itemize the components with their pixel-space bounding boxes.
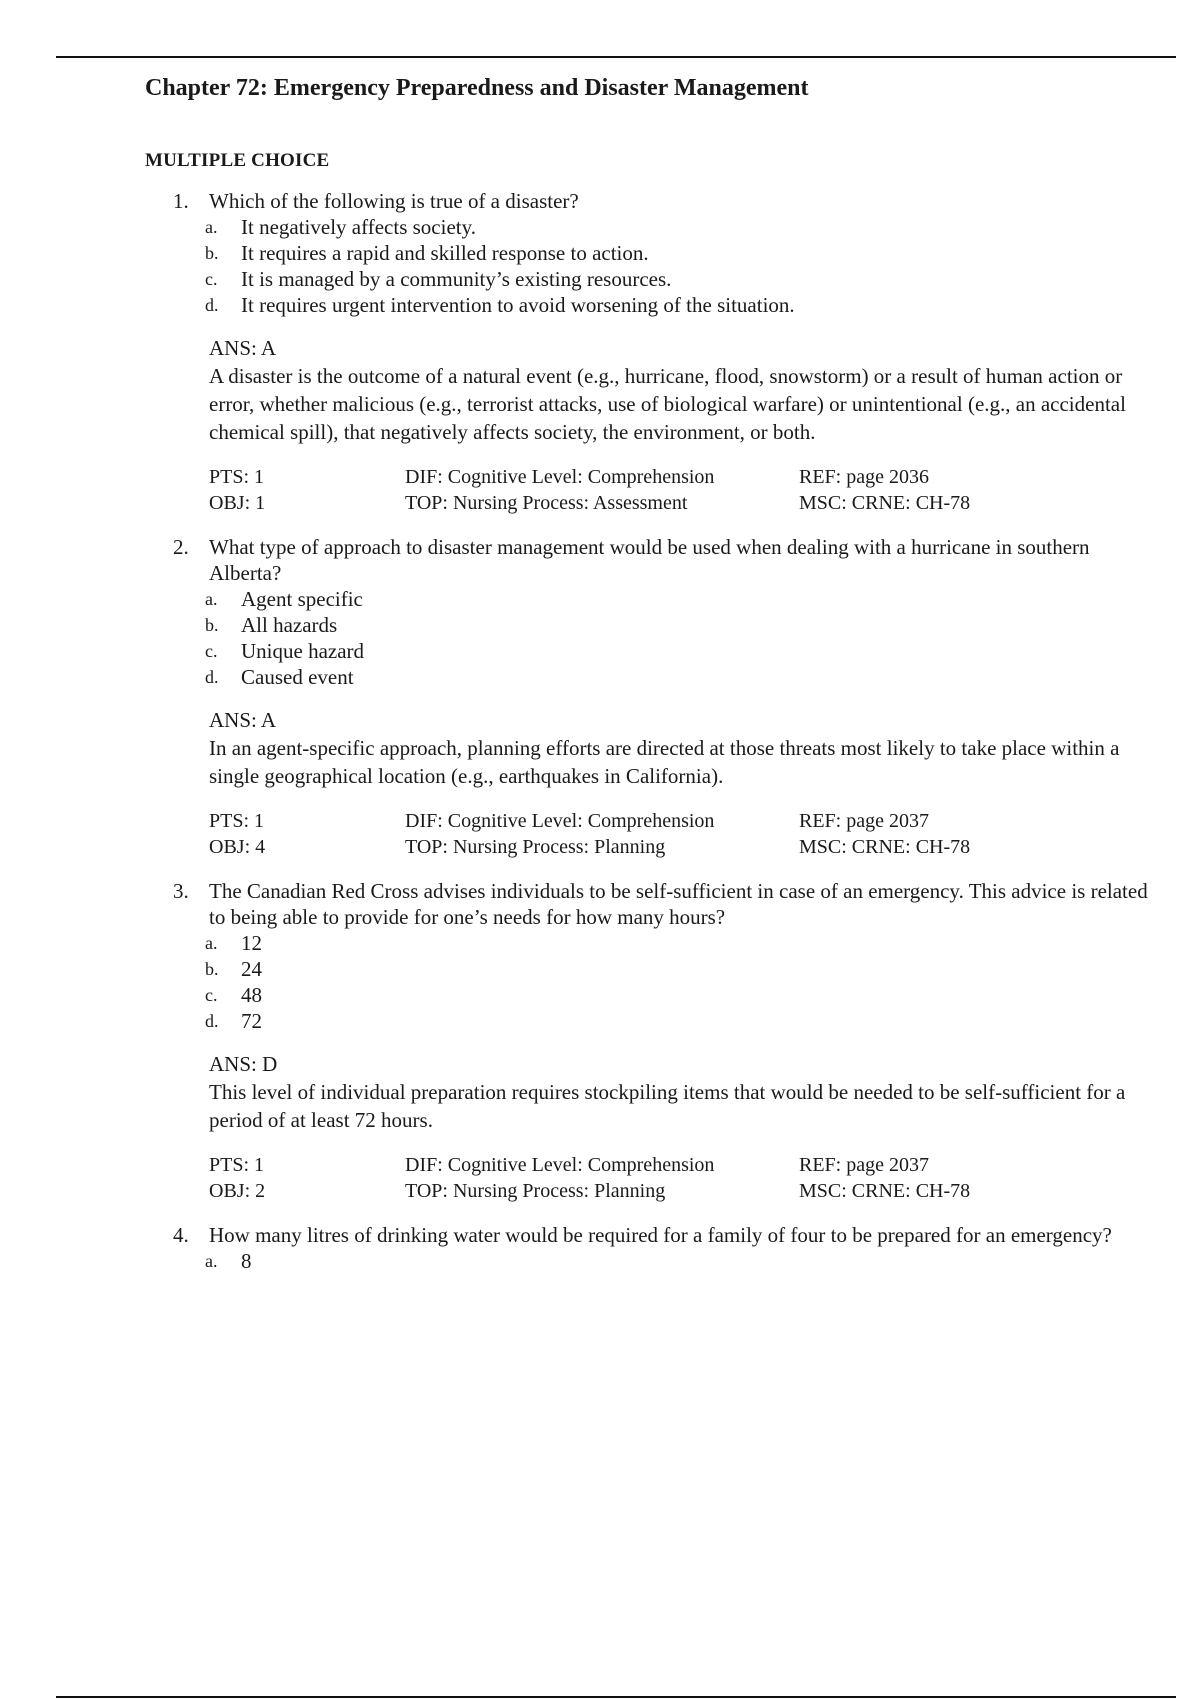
choice-text: Unique hazard	[241, 639, 365, 663]
answer-key: ANS: A	[209, 708, 277, 732]
choice-letter: b.	[205, 959, 219, 979]
pts: PTS: 1	[209, 466, 265, 488]
choice-text: 72	[241, 1009, 262, 1033]
choice-list	[145, 586, 1135, 690]
pts: PTS: 1	[209, 1154, 265, 1176]
choice-letter: a.	[205, 217, 218, 237]
answer-key: ANS: A	[209, 336, 277, 360]
rationale: This level of individual preparation requires stockpiling items that would be needed to be self-sufficient for a period of at least 72 hours.	[209, 1080, 1126, 1132]
top: TOP: Nursing Process: Assessment	[405, 492, 688, 514]
choice-c	[145, 982, 1135, 1008]
choice-list	[145, 214, 1135, 318]
choice-b	[145, 956, 1135, 982]
choice-a	[145, 586, 1135, 612]
choice-text: It requires a rapid and skilled response to action.	[241, 241, 649, 265]
pts: PTS: 1	[209, 810, 265, 832]
answer-block	[209, 706, 1129, 790]
question-metadata	[209, 464, 1135, 516]
msc: MSC: CRNE: CH-78	[799, 492, 971, 514]
top-rule	[56, 56, 1176, 58]
choice-a	[145, 930, 1135, 956]
answer-key: ANS: D	[209, 1052, 278, 1076]
obj: OBJ: 2	[209, 1180, 266, 1202]
choice-d	[145, 664, 1135, 690]
choice-letter: b.	[205, 615, 219, 635]
choice-letter: b.	[205, 243, 219, 263]
choice-text: All hazards	[241, 613, 338, 637]
question-stem: What type of approach to disaster management would be used when dealing with a hurricane in southern Alberta?	[209, 535, 1090, 585]
question-4	[145, 1222, 1135, 1274]
choice-b	[145, 240, 1135, 266]
bottom-rule	[56, 1696, 1176, 1698]
question-1	[145, 188, 1135, 516]
choice-letter: a.	[205, 589, 218, 609]
choice-letter: c.	[205, 641, 218, 661]
ref: REF: page 2037	[799, 810, 929, 832]
question-stem: How many litres of drinking water would be required for a family of four to be prepared for an emergency?	[209, 1223, 1112, 1247]
choice-a	[145, 1248, 1135, 1274]
question-stem: The Canadian Red Cross advises individuals to be self-sufficient in case of an emergency. This advice is related to being able to provide for one’s needs for how many hours?	[209, 879, 1148, 929]
choice-text: Caused event	[241, 665, 354, 689]
question-number: 1.	[173, 189, 189, 213]
question-stem: Which of the following is true of a disaster?	[209, 189, 579, 213]
choice-d	[145, 1008, 1135, 1034]
top: TOP: Nursing Process: Planning	[405, 1180, 666, 1202]
choice-c	[145, 266, 1135, 292]
choice-text: Agent specific	[241, 587, 363, 611]
ref: REF: page 2037	[799, 1154, 929, 1176]
question-3	[145, 878, 1148, 1204]
question-list	[145, 188, 1148, 1274]
choice-letter: a.	[205, 1251, 218, 1271]
msc: MSC: CRNE: CH-78	[799, 836, 971, 858]
choice-b	[145, 612, 1135, 638]
question-2	[145, 534, 1135, 860]
question-metadata	[209, 808, 1135, 860]
choice-text: 8	[241, 1249, 252, 1273]
answer-block	[209, 334, 1129, 446]
choice-list	[145, 930, 1135, 1034]
top: TOP: Nursing Process: Planning	[405, 836, 666, 858]
answer-block	[209, 1050, 1129, 1134]
choice-text: 12	[241, 931, 262, 955]
choice-c	[145, 638, 1135, 664]
document-body	[145, 70, 1148, 1292]
choice-text: It requires urgent intervention to avoid worsening of the situation.	[241, 293, 795, 317]
section-title: MULTIPLE CHOICE	[145, 150, 330, 171]
choice-text: 48	[241, 983, 262, 1007]
choice-text: 24	[241, 957, 262, 981]
question-number: 3.	[173, 879, 189, 903]
ref: REF: page 2036	[799, 466, 929, 488]
msc: MSC: CRNE: CH-78	[799, 1180, 971, 1202]
question-number: 4.	[173, 1223, 189, 1247]
question-metadata	[209, 1152, 1135, 1204]
obj: OBJ: 4	[209, 836, 266, 858]
question-number: 2.	[173, 535, 189, 559]
choice-list	[145, 1248, 1135, 1274]
choice-a	[145, 214, 1135, 240]
obj: OBJ: 1	[209, 492, 266, 514]
dif: DIF: Cognitive Level: Comprehension	[405, 1154, 715, 1176]
rationale: A disaster is the outcome of a natural event (e.g., hurricane, flood, snowstorm) or a result of human action or error, whether malicious (e.g., terrorist attacks, use of biological warfare) or unintentional (e.g., an accidental chemical spill), that negatively affects society, the environment, or both.	[209, 364, 1126, 444]
choice-letter: c.	[205, 269, 218, 289]
choice-d	[145, 292, 1135, 318]
dif: DIF: Cognitive Level: Comprehension	[405, 810, 715, 832]
choice-letter: d.	[205, 1011, 219, 1031]
chapter-title: Chapter 72: Emergency Preparedness and Disaster Management	[145, 75, 809, 101]
rationale: In an agent-specific approach, planning efforts are directed at those threats most likely to take place within a single geographical location (e.g., earthquakes in California).	[209, 736, 1120, 788]
choice-text: It is managed by a community’s existing resources.	[241, 267, 672, 291]
dif: DIF: Cognitive Level: Comprehension	[405, 466, 715, 488]
choice-letter: d.	[205, 667, 219, 687]
choice-letter: d.	[205, 295, 219, 315]
choice-letter: c.	[205, 985, 218, 1005]
choice-letter: a.	[205, 933, 218, 953]
choice-text: It negatively affects society.	[241, 215, 476, 239]
